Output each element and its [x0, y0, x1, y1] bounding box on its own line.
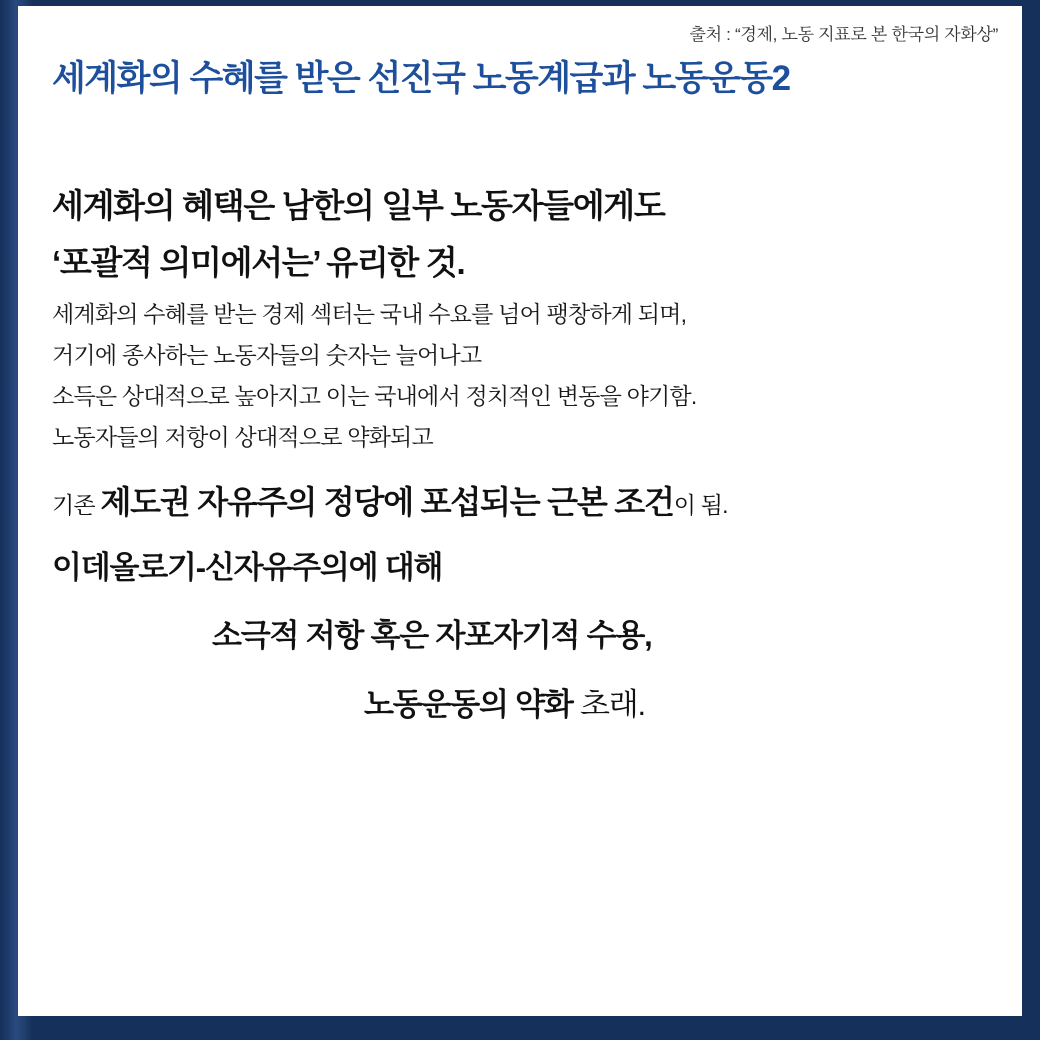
page-title: 세계화의 수혜를 받은 선진국 노동계급과 노동운동2 [52, 59, 790, 98]
mixed-emphasis: 제도권 자유주의 정당에 포섭되는 근본 조건 [100, 483, 674, 520]
indented-line-1: 소극적 저항 혹은 자포자기적 수용, [212, 617, 652, 653]
slide-canvas [18, 6, 1022, 1016]
indented-line-2-bold: 노동운동의 약화 [364, 687, 573, 723]
detail-line-4: 노동자들의 저항이 상대적으로 약화되고 [52, 423, 433, 450]
mixed-prefix: 기존 [52, 491, 101, 518]
detail-line-2: 거기에 종사하는 노동자들의 숫자는 늘어나고 [52, 341, 482, 368]
mixed-suffix: 이 됨. [673, 491, 728, 518]
lead-line-3: 이데올로기-신자유주의에 대해 [52, 550, 443, 586]
slide-body [40, 179, 1000, 730]
indented-line-2-tail: 초래. [572, 687, 645, 723]
mixed-emphasis-line [52, 472, 988, 533]
lead-line-2: ‘포괄적 의미에서는’ 유리한 것. [52, 244, 465, 282]
detail-line-1: 세계화의 수혜를 받는 경제 섹터는 국내 수요를 넘어 팽창하게 되며, [52, 300, 687, 327]
detail-line-3: 소득은 상대적으로 높아지고 이는 국내에서 정치적인 변동을 야기함. [52, 382, 697, 409]
indented-line-2 [364, 680, 988, 730]
source-attribution: 출처 : “경제, 노동 지표로 본 한국의 자화상” [689, 25, 998, 44]
lead-line-1: 세계화의 혜택은 남한의 일부 노동자들에게도 [52, 187, 665, 224]
